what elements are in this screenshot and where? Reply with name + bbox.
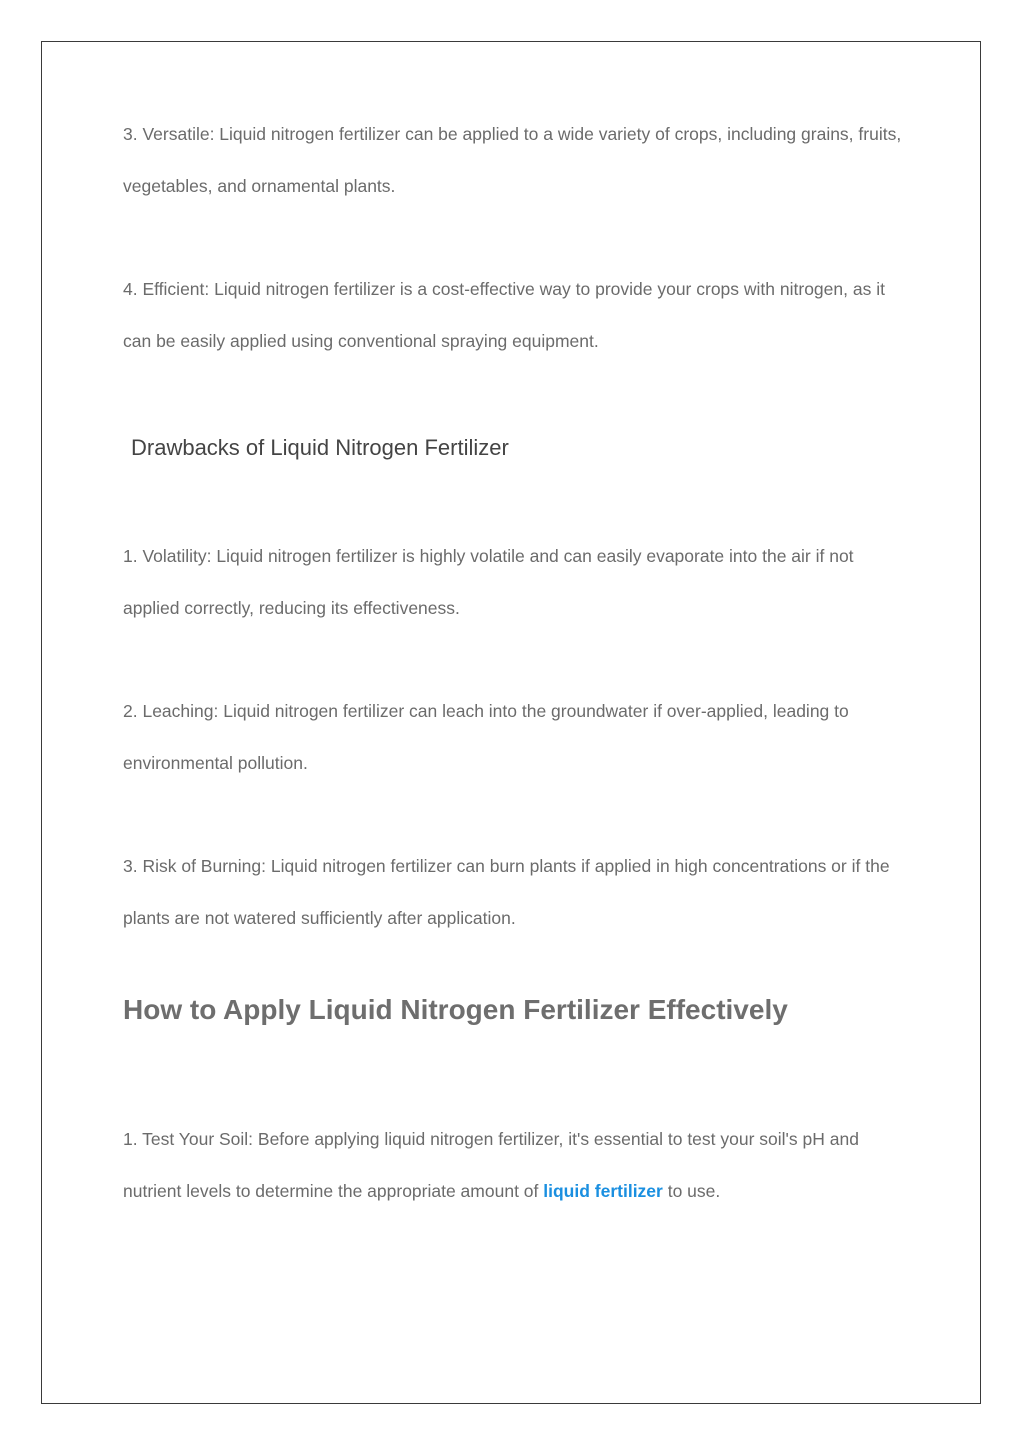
heading-how-to-apply: How to Apply Liquid Nitrogen Fertilizer Effectively — [123, 994, 788, 1025]
paragraph-test-soil-end: to use. — [662, 1180, 721, 1201]
paragraph-test-soil — [123, 1114, 913, 1217]
paragraph-test-soil-text: 1. Test Your Soil: Before applying liquid nitrogen fertilizer, it's essential to test your soil's pH and nutrient levels to determine the appropriate amount of — [123, 1129, 859, 1201]
subheading-drawbacks: Drawbacks of Liquid Nitrogen Fertilizer — [131, 435, 509, 460]
paragraph-burning: 3. Risk of Burning: Liquid nitrogen fertilizer can burn plants if applied in high concentrations or if the plants are not watered sufficiently after application. — [123, 856, 890, 928]
paragraph-efficient: 4. Efficient: Liquid nitrogen fertilizer is a cost-effective way to provide your crops with nitrogen, as it can be easily applied using conventional spraying equipment. — [123, 279, 885, 351]
paragraph-leaching: 2. Leaching: Liquid nitrogen fertilizer can leach into the groundwater if over-applied, leading to environmental pollution. — [123, 701, 849, 773]
paragraph-versatile: 3. Versatile: Liquid nitrogen fertilizer can be applied to a wide variety of crops, including grains, fruits, vegetables, and ornamental plants. — [123, 124, 902, 196]
liquid-fertilizer-link[interactable]: liquid fertilizer — [543, 1180, 663, 1201]
paragraph-volatility: 1. Volatility: Liquid nitrogen fertilizer is highly volatile and can easily evaporate into the air if not applied correctly, reducing its effectiveness. — [123, 546, 854, 618]
